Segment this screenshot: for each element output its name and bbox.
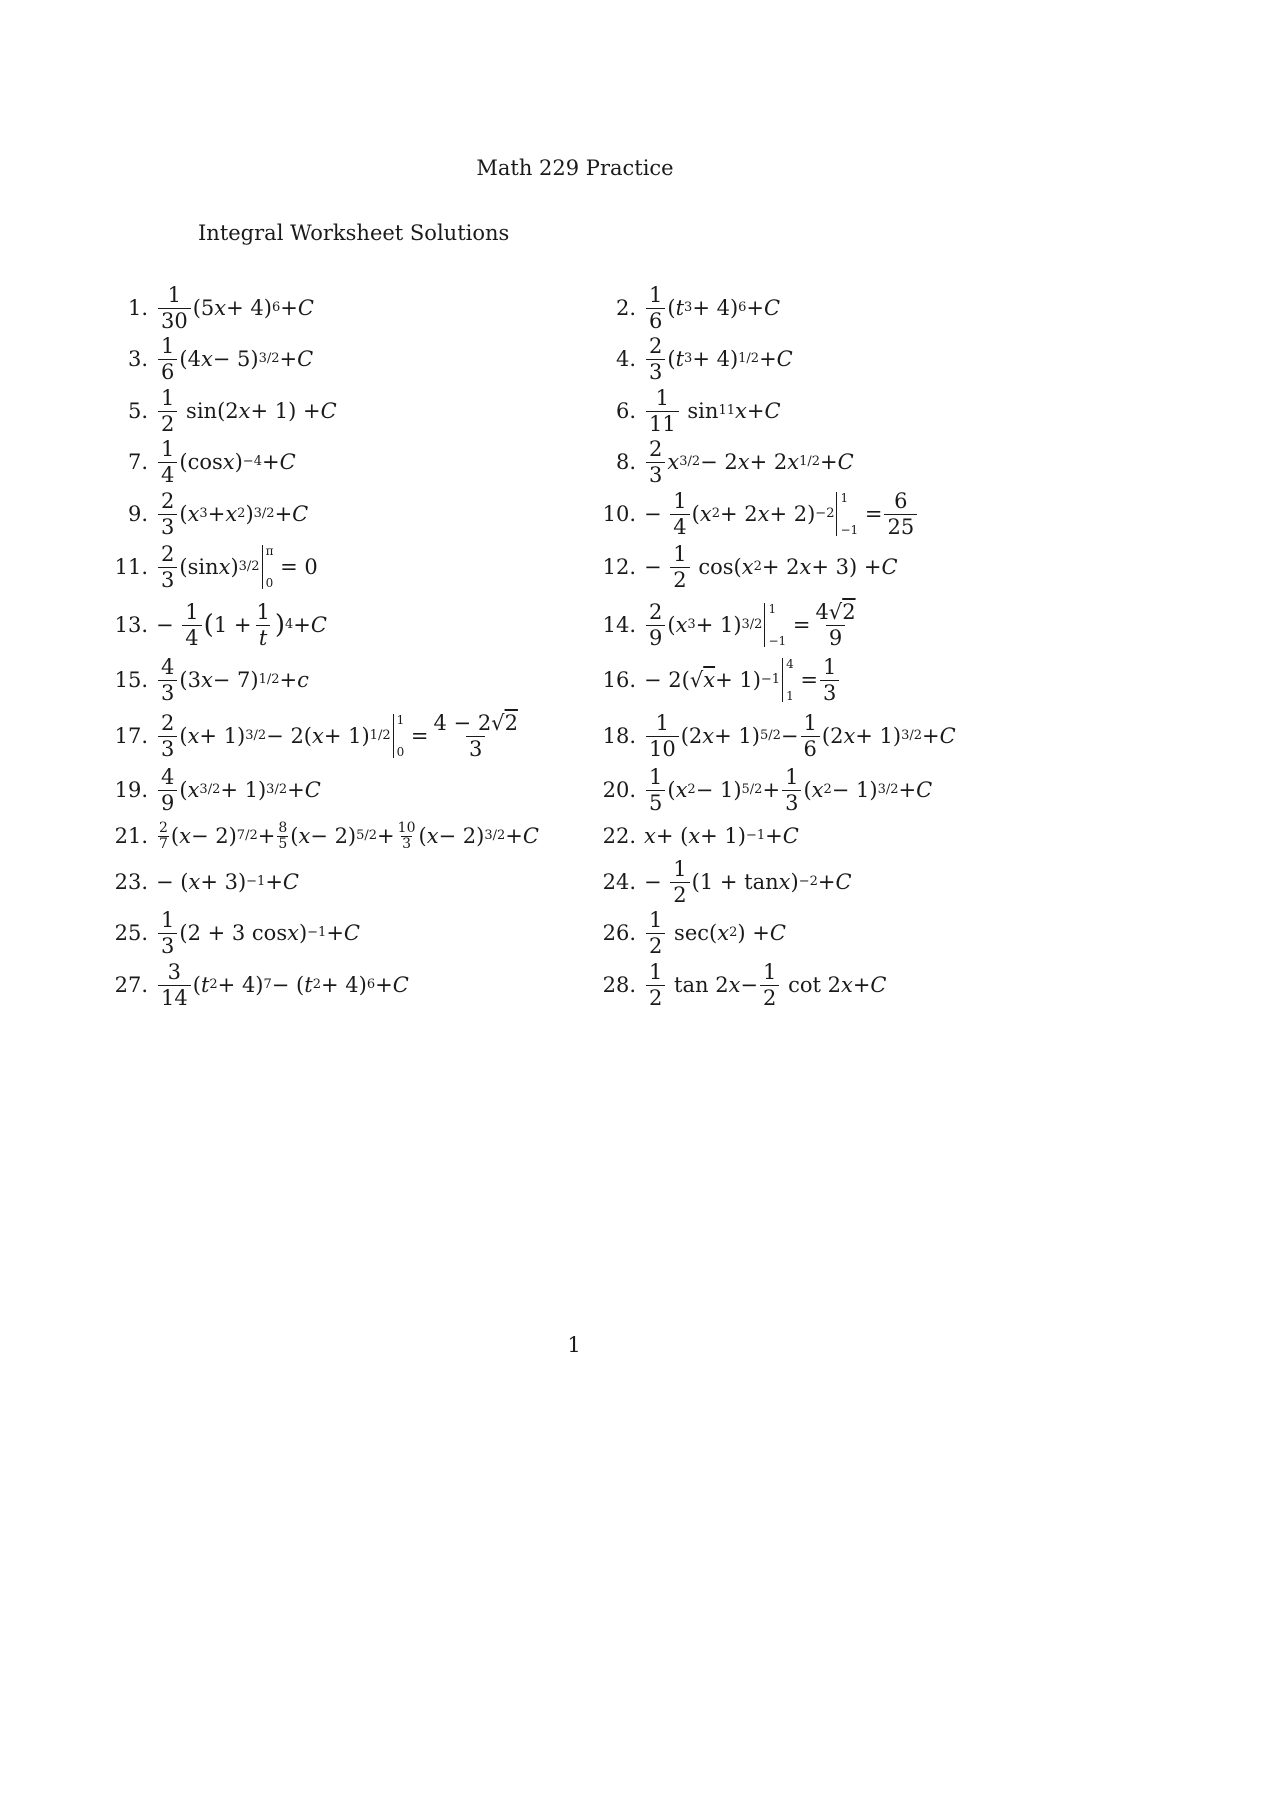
page-number: 1 (567, 1333, 581, 1357)
answer-27: $\frac{3}{14}$ ( t 2 + 4) 7 − ( t 2 + 4) 6 + C (156, 961, 409, 1008)
problem-26: 26. $\frac{1}{2}$ sec( x 2 ) + C (602, 908, 786, 958)
answer-14: $\frac{2}{9}$ ( x 3 + 1) 3/2 1 −1 = $\frac{4√2}{9}$ (644, 601, 861, 648)
answer-8: $\frac{2}{3}$ x 3/2 − 2 x + 2 x 1/2 + C (644, 438, 854, 485)
answer-6: $\frac{1}{11}$ sin 11 x + C (644, 387, 781, 434)
problem-7: 7. $\frac{1}{4}$ (cos x ) −4 + C (127, 437, 296, 487)
problem-27: 27. $\frac{3}{14}$ ( t 2 + 4) 7 − ( t 2 + 4) 6 + C (114, 960, 409, 1010)
problem-1: 1. $\frac{1}{30}$ (5 x + 4) 6 + C (127, 283, 314, 333)
answer-23: − ( x + 3) −1 + C (156, 870, 299, 894)
problem-19: 19. $\frac{4}{9}$ ( x 3/2 + 1) 3/2 + C (114, 765, 321, 815)
problem-3: 3. $\frac{1}{6}$ (4 x − 5) 3/2 + C (127, 334, 314, 384)
problem-14: 14. $\frac{2}{9}$ ( x 3 + 1) 3/2 1 −1 = $\frac{4√2}{9}$ (576, 599, 861, 651)
problem-6: 6. $\frac{1}{11}$ sin 11 x + C (615, 386, 781, 436)
answer-9: $\frac{2}{3}$ ( x 3 + x 2 ) 3/2 + C (156, 490, 308, 537)
answer-5: $\frac{1}{2}$ sin(2 x + 1) + C (156, 387, 337, 434)
problem-25: 25. $\frac{1}{3}$ (2 + 3 cos x ) −1 + C (114, 908, 360, 958)
problem-9: 9. $\frac{2}{3}$ ( x 3 + x 2 ) 3/2 + C (127, 489, 309, 539)
answer-16: − 2(√ x + 1) −1 4 1 = $\frac{1}{3}$ (644, 656, 841, 703)
problem-13: 13. − $\frac{1}{4}$ ( 1 + $\frac{1}{t}$ ) 4 + C (114, 600, 327, 650)
answer-3: $\frac{1}{6}$ (4 x − 5) 3/2 + C (156, 335, 313, 382)
answer-28: $\frac{1}{2}$ tan 2 x − $\frac{1}{2}$ cot 2 x + C (644, 961, 887, 1008)
problem-18: 18. $\frac{1}{10}$ (2 x + 1) 5/2 − $\frac{1}{6}$ (2 x + 1) 3/2 + C (602, 711, 956, 761)
answer-18: $\frac{1}{10}$ (2 x + 1) 5/2 − $\frac{1}{6}$ (2 x + 1) 3/2 + C (644, 712, 956, 759)
problem-23: 23. − ( x + 3) −1 + C (114, 870, 299, 894)
answer-15: $\frac{4}{3}$ (3 x − 7) 1/2 + c (156, 656, 309, 703)
problem-10: 10. − $\frac{1}{4}$ ( x 2 + 2 x + 2) −2 1 −1 = $\frac{6}{25}$ (576, 488, 919, 540)
answer-22: x + ( x + 1) −1 + C (644, 824, 799, 848)
problem-17: 17. $\frac{2}{3}$ ( x + 1) 3/2 − 2( x + 1) 1/2 1 0 = $\frac{4 - 2√2}{3}$ (88, 710, 523, 762)
answer-7: $\frac{1}{4}$ (cos x ) −4 + C (156, 438, 296, 485)
answer-11: $\frac{2}{3}$ (sin x ) 3/2 π 0 = 0 (156, 543, 318, 590)
problem-22: 22. x + ( x + 1) −1 + C (602, 824, 799, 848)
answer-1: $\frac{1}{30}$ (5 x + 4) 6 + C (156, 284, 314, 331)
problem-4: 4. $\frac{2}{3}$ ( t 3 + 4) 1/2 + C (615, 334, 793, 384)
answer-19: $\frac{4}{9}$ ( x 3/2 + 1) 3/2 + C (156, 766, 321, 813)
problem-16: 16. − 2(√ x + 1) −1 4 1 = $\frac{1}{3}$ (576, 654, 841, 706)
problem-15: 15. $\frac{4}{3}$ (3 x − 7) 1/2 + c (114, 655, 309, 705)
answer-2: $\frac{1}{6}$ ( t 3 + 4) 6 + C (644, 284, 780, 331)
answer-12: − $\frac{1}{2}$ cos( x 2 + 2 x + 3) + C (644, 542, 898, 592)
problem-5: 5. $\frac{1}{2}$ sin(2 x + 1) + C (127, 386, 337, 436)
problem-21: 21. $\frac{2}{7}$ ( x − 2) 7/2 + $\frac{8}{5}$ ( x − 2) 5/2 + $\frac{10}{3}$ ( x − 2) 3/2 + C (114, 819, 539, 852)
problem-28: 28. $\frac{1}{2}$ tan 2 x − $\frac{1}{2}$ cot 2 x + C (602, 960, 887, 1010)
answer-17: $\frac{2}{3}$ ( x + 1) 3/2 − 2( x + 1) 1/2 1 0 = $\frac{4 - 2√2}{3}$ (156, 712, 523, 759)
problem-11: 11. $\frac{2}{3}$ (sin x ) 3/2 π 0 = 0 (114, 542, 318, 592)
problem-20: 20. $\frac{1}{5}$ ( x 2 − 1) 5/2 + $\frac{1}{3}$ ( x 2 − 1) 3/2 + C (602, 765, 933, 815)
answer-13: − $\frac{1}{4}$ ( 1 + $\frac{1}{t}$ ) 4 + C (156, 600, 327, 650)
worksheet-subtitle: Integral Worksheet Solutions (198, 221, 510, 245)
problem-12: 12. − $\frac{1}{2}$ cos( x 2 + 2 x + 3) + C (602, 542, 898, 592)
answer-4: $\frac{2}{3}$ ( t 3 + 4) 1/2 + C (644, 335, 793, 382)
problem-24: 24. − $\frac{1}{2}$ (1 + tan x ) −2 + C (602, 857, 852, 907)
answer-20: $\frac{1}{5}$ ( x 2 − 1) 5/2 + $\frac{1}{3}$ ( x 2 − 1) 3/2 + C (644, 766, 932, 813)
problem-2: 2. $\frac{1}{6}$ ( t 3 + 4) 6 + C (615, 283, 781, 333)
page-title: Math 229 Practice (476, 156, 674, 180)
answer-24: − $\frac{1}{2}$ (1 + tan x ) −2 + C (644, 857, 852, 907)
answer-10: − $\frac{1}{4}$ ( x 2 + 2 x + 2) −2 1 −1 = $\frac{6}{25}$ (644, 490, 919, 537)
answer-26: $\frac{1}{2}$ sec( x 2 ) + C (644, 909, 786, 956)
answer-25: $\frac{1}{3}$ (2 + 3 cos x ) −1 + C (156, 909, 360, 956)
answer-21: $\frac{2}{7}$ ( x − 2) 7/2 + $\frac{8}{5}$ ( x − 2) 5/2 + $\frac{10}{3}$ ( x − 2) 3/2 + C (159, 819, 539, 852)
problem-8: 8. $\frac{2}{3}$ x 3/2 − 2 x + 2 x 1/2 + C (615, 437, 854, 487)
